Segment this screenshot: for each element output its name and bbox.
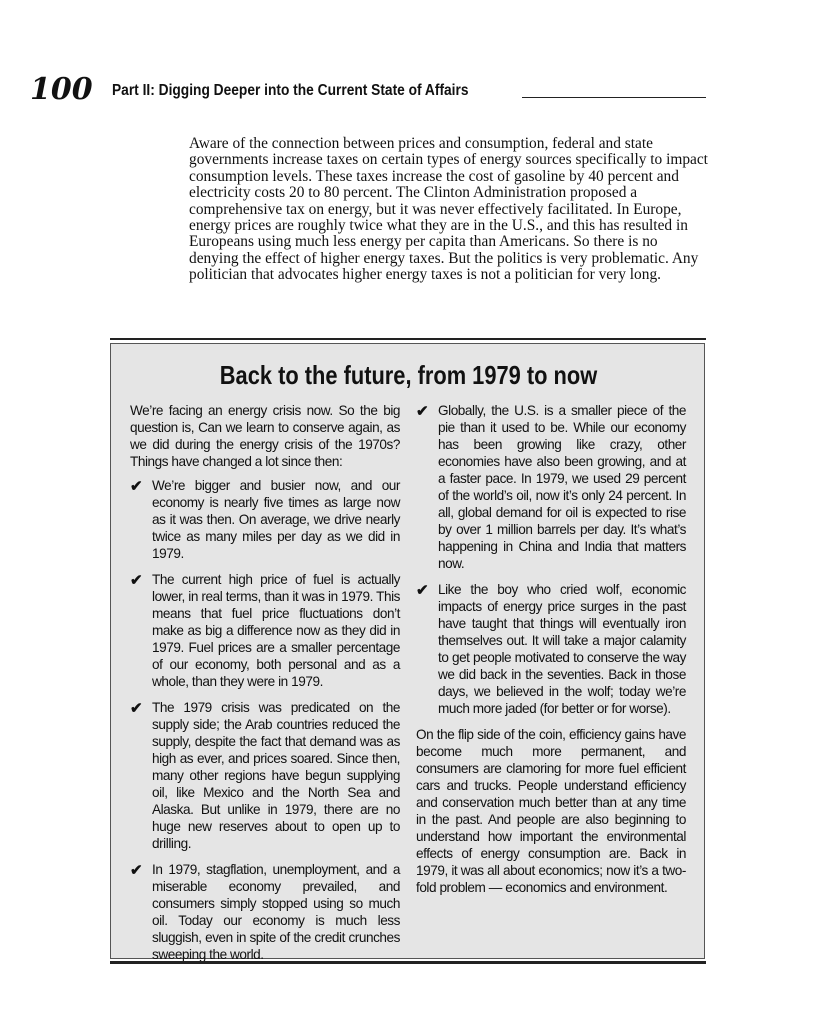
intro-paragraph: Aware of the connection between prices and consumption, federal and state governments increase taxes on certain types of energy sources specifically to impact consumption levels. These taxes increase the cost of gasoline by 40 percent and electricity costs 20 to 80 percent. The Clinton Administration proposed a comprehensive tax on energy, but it was never effectively facilitated. In Europe, energy prices are roughly twice what they are in the U.S., and this has resulted in Europeans using much less energy per capita than Americans. So there is no denying the effect of higher energy taxes. But the politics is very problematic. Any politician that advocates higher energy taxes is not a politician for very long. [189, 135, 708, 284]
checkmark-icon: ✔ [130, 478, 143, 495]
list-item-text: Globally, the U.S. is a smaller piece of the pie than it used to be. While our economy has been growing like crazy, other economies have also been growing, and at a faster pace. In 1979, we used 29 percent of the world’s oil, now it’s only 24 percent. In all, global demand for oil is expected to rise by over 1 million barrels per day. It’s what’s happening in China and India that matters now. [438, 403, 686, 571]
sidebar-right-column [416, 402, 686, 903]
checkmark-icon: ✔ [130, 862, 143, 879]
sidebar-closing: On the flip side of the coin, efficiency gains have become much more permanent, and consumers are clamoring for more fuel efficient cars and trucks. People understand efficiency and conservation much better than at any time in the past. And people are also beginning to understand how important the environmental effects of energy consumption are. Back in 1979, it was all about economics; now it’s a two-fold problem — economics and environment. [416, 727, 686, 895]
list-item-text: In 1979, stagflation, unemployment, and a miserable economy prevailed, and consumers simply stopped using so much oil. Today our economy is much less sluggish, even in spite of the credit crunches sweeping the world. [152, 862, 400, 962]
checkmark-icon: ✔ [130, 572, 143, 589]
list-item [130, 571, 400, 690]
running-head: Part II: Digging Deeper into the Current State of Affairs [112, 82, 469, 99]
list-item-text: The 1979 crisis was predicated on the supply side; the Arab countries reduced the supply, despite the fact that demand was as high as ever, and prices soared. Since then, many other regions have begun supplying oil, like Mexico and the North Sea and Alaska. But unlike in 1979, there are no huge new reserves about to open up to drilling. [152, 700, 400, 851]
checkmark-icon: ✔ [416, 582, 429, 599]
header-rule [522, 97, 706, 98]
list-item [130, 699, 400, 852]
list-item [416, 581, 686, 717]
sidebar-box [110, 343, 705, 962]
list-item [130, 477, 400, 562]
list-item-text: Like the boy who cried wolf, economic impacts of energy price surges in the past have taught that things will eventually iron themselves out. It will take a major calamity to get people motivated to conserve the way we did back in the seventies. Back in those days, we believed in the wolf; today we’re much more jaded (for better or for worse). [438, 582, 686, 716]
list-item-text: We’re bigger and busier now, and our economy is nearly five times as large now as it was then. On average, we drive nearly twice as many miles per day as we did in 1979. [152, 478, 400, 561]
list-item [130, 861, 400, 963]
list-item [416, 402, 686, 572]
sidebar-left-column [130, 402, 400, 972]
sidebar-title: Back to the future, from 1979 to now [219, 360, 598, 390]
page-number: 100 [30, 72, 93, 107]
checkmark-icon: ✔ [130, 700, 143, 717]
checkmark-icon: ✔ [416, 403, 429, 420]
sidebar-bottom-rule [110, 961, 706, 964]
sidebar-lead: We’re facing an energy crisis now. So the big question is, Can we learn to conserve again, as we did during the energy crisis of the 1970s? Things have changed a lot since then: [130, 403, 400, 469]
list-item-text: The current high price of fuel is actually lower, in real terms, than it was in 1979. This means that fuel price fluctuations don’t make as big a difference now as they did in 1979. Fuel prices are a smaller percentage of our economy, both personal and as a whole, than they were in 1979. [152, 572, 400, 689]
sidebar-top-rule [110, 338, 706, 340]
